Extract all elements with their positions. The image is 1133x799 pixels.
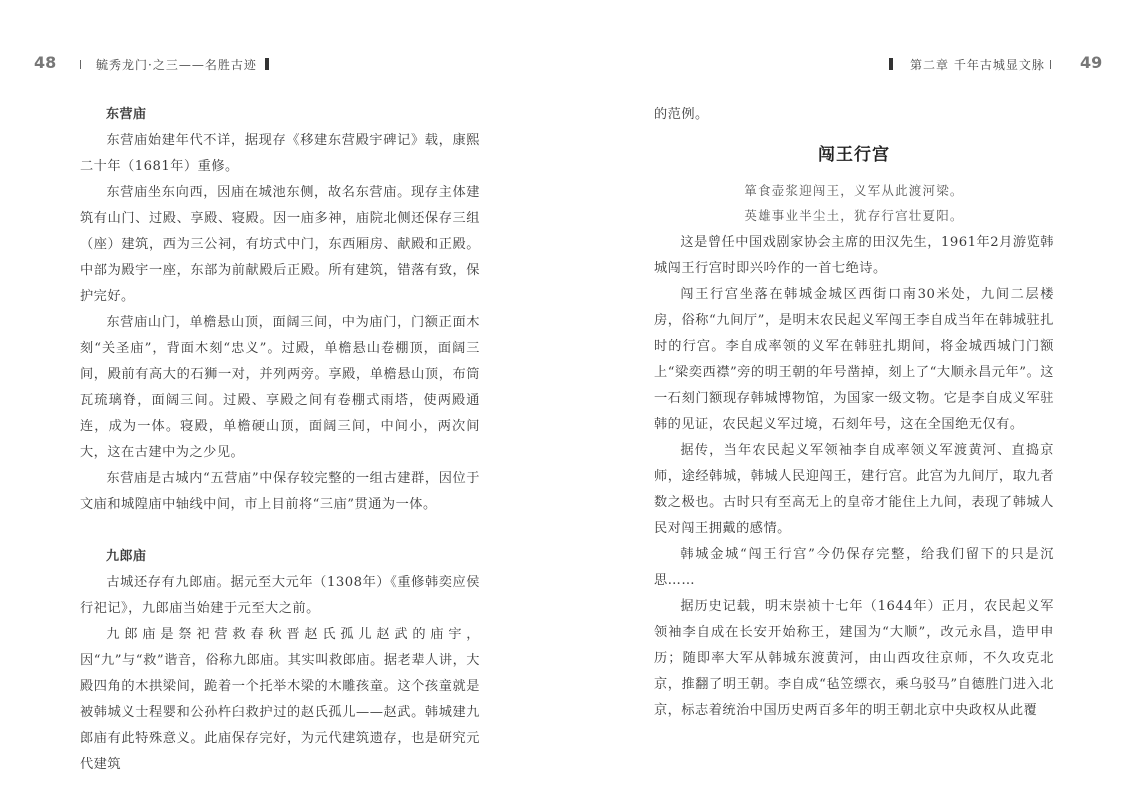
left-page — [0, 0, 566, 799]
page-number-left: 48 — [34, 53, 57, 72]
left-page-body — [80, 102, 480, 778]
header-separator — [1050, 60, 1051, 69]
header-separator — [80, 60, 81, 69]
paragraph: 闯王行宫坐落在韩城金城区西街口南30米处，九间二层楼房，俗称“九间厅”，是明末农民起义军闯王李自成当年在韩城驻扎时的行宫。李自成率领的义军在韩驻扎期间，将金城西城门门额上“梁奕西襟”旁的明王朝的年号凿掉，刻上了“大顺永昌元年”。这一石刻门额现存韩城博物馆，为国家一级文物。它是李自成义军驻韩的见证，农民起义军过境，石刻年号，这在全国绝无仅有。 — [654, 287, 1054, 432]
paragraph: 这是曾任中国戏剧家协会主席的田汉先生，1961年2月游览韩城闯王行宫时即兴吟作的一首七绝诗。 — [654, 235, 1054, 276]
paragraph: 东营庙始建年代不详，据现存《移建东营殿宇碑记》载，康熙二十年（1681年）重修。 — [80, 133, 480, 174]
continuation-text: 的范例。 — [654, 107, 709, 122]
section-heading: 九郎庙 — [106, 549, 147, 564]
paragraph: 据历史记载，明末崇祯十七年（1644年）正月，农民起义军领袖李自成在长安开始称王，建国为“大顺”，改元永昌，造甲申历；随即率大军从韩城东渡黄河，由山西攻往京师，不久攻克北京，推翻了明王朝。李自成“毡笠缥衣，乘乌驳马”自德胜门进入北京，标志着统治中国历史两百多年的明王朝北京中央政权从此覆 — [654, 599, 1054, 718]
paragraph: 韩城金城“闯王行宫”今仍保存完整，给我们留下的只是沉思…… — [654, 547, 1054, 588]
paragraph: 东营庙坐东向西，因庙在城池东侧，故名东营庙。现存主体建筑有山门、过殿、享殿、寝殿。因一庙多神，庙院北侧还保存三组（座）建筑，西为三公祠，有坊式中门，东西厢房、献殿和正殿。中部为殿宇一座，东部为前献殿后正殿。所有建筑，错落有致，保护完好。 — [80, 185, 480, 304]
running-title-right: 第二章 千年古城显文脉 — [910, 58, 1045, 72]
right-page-body — [654, 102, 1054, 724]
paragraph: 据传，当年农民起义军领袖李自成率领义军渡黄河、直捣京师，途经韩城，韩城人民迎闯王，建行宫。此宫为九间厅，取九者数之极也。古时只有至高无上的皇帝才能住上九间，表现了韩城人民对闯王拥戴的感情。 — [654, 443, 1054, 536]
paragraph: 古城还存有九郎庙。据元至大元年（1308年）《重修韩奕应侯行祀记》，九郎庙当始建于元至大之前。 — [80, 575, 480, 616]
page-number-right: 49 — [1080, 53, 1103, 72]
poem-line: 英雄事业半尘土，犹存行宫壮夏阳。 — [744, 208, 964, 223]
poem — [654, 178, 1054, 228]
right-page — [566, 0, 1133, 799]
running-title-left: 毓秀龙门·之三——名胜古迹 — [96, 58, 257, 72]
header-block-mark — [265, 58, 269, 70]
paragraph: 东营庙山门，单檐悬山顶，面阔三间，中为庙门，门额正面木刻“关圣庙”，背面木刻“忠义”。过殿，单檐悬山卷棚顶，面阔三间，殿前有高大的石狮一对，并列两旁。享殿，单檐悬山顶，布筒瓦琉璃脊，面阔三间。过殿、享殿之间有卷棚式雨塔，使两殿通连，成为一体。寝殿，单檐硬山顶，面阔三间，中间小，两次间大，这在古建中为之少见。 — [80, 315, 480, 460]
section-gap — [80, 518, 480, 544]
paragraph: 九郎庙是祭祀营救春秋晋赵氏孤儿赵武的庙宇，因“九”与“救”谐音，俗称九郎庙。其实叫救郎庙。据老辈人讲，大殿四角的木拱梁间，跪着一个托举木梁的木雕孩童。这个孩童就是被韩城义士程婴和公孙杵臼救护过的赵氏孤儿——赵武。韩城建九郎庙有此特殊意义。此庙保存完好，为元代建筑遗存，也是研究元代建筑 — [80, 627, 480, 772]
poem-line: 箪食壶浆迎闯王，义军从此渡河梁。 — [744, 183, 964, 198]
chapter-section-title: 闯王行宫 — [818, 145, 890, 165]
section-heading: 东营庙 — [106, 107, 147, 122]
header-block-mark — [889, 58, 893, 70]
paragraph: 东营庙是古城内“五营庙”中保存较完整的一组古建群，因位于文庙和城隍庙中轴线中间，市上目前将“三庙”贯通为一体。 — [80, 471, 480, 512]
